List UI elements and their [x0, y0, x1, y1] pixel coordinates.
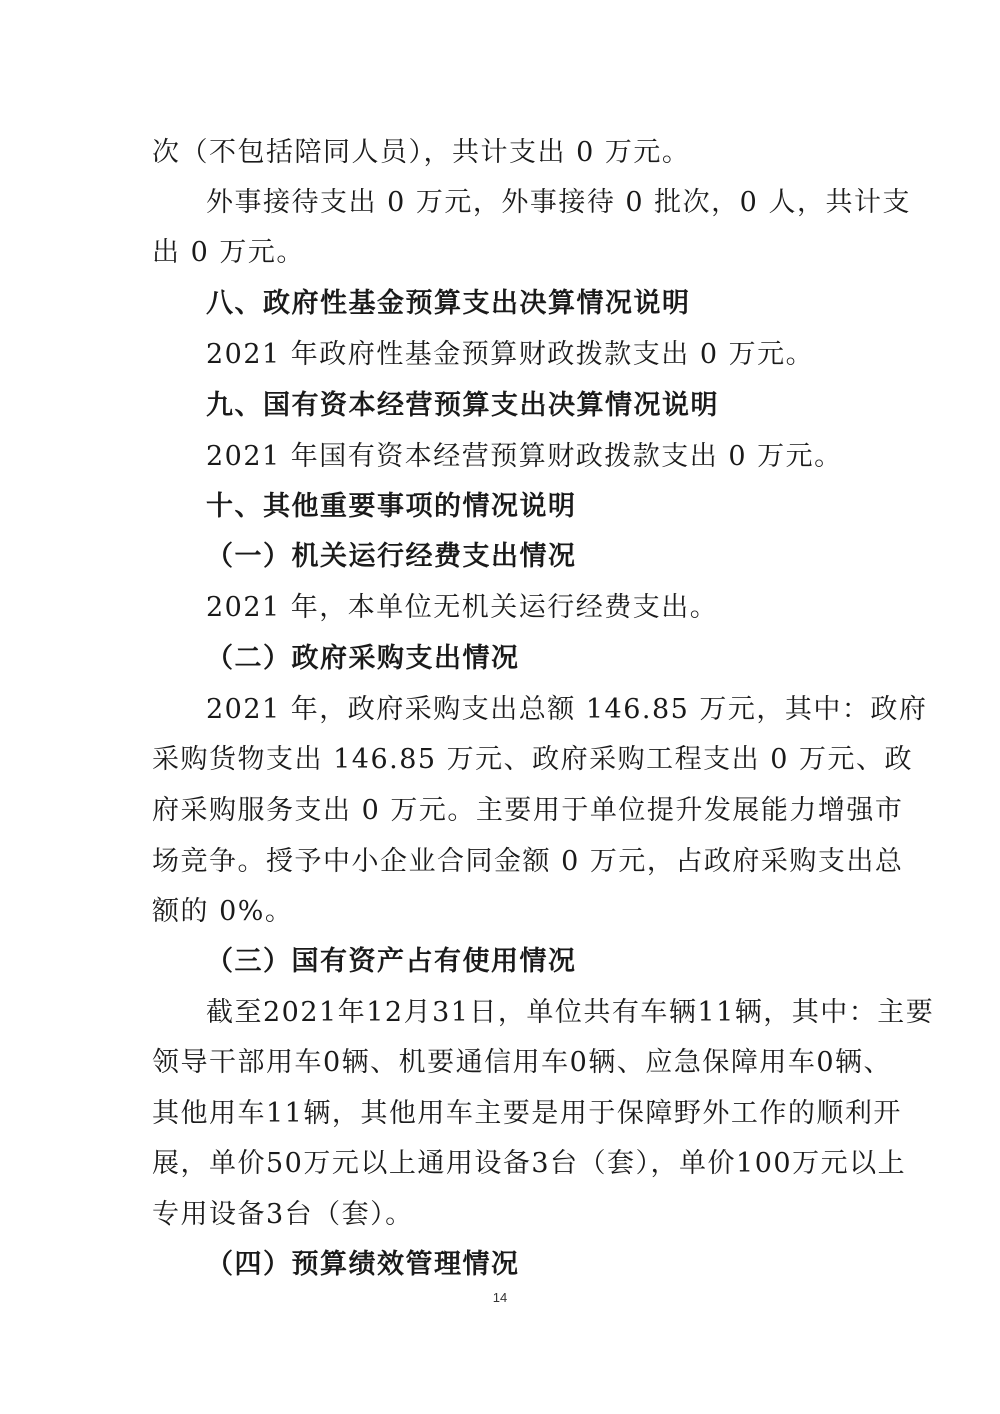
section-heading: 十、其他重要事项的情况说明 — [206, 491, 577, 522]
section-heading: 九、国有资本经营预算支出决算情况说明 — [206, 390, 719, 421]
text-line: 场竞争。授予中小企业合同金额 0 万元，占政府采购支出总 — [152, 846, 904, 877]
text-line: 2021 年，本单位无机关运行经费支出。 — [206, 592, 719, 623]
text-line: 截至2021年12月31日，单位共有车辆11辆，其中：主要 — [206, 997, 935, 1028]
page-number: 14 — [492, 1290, 508, 1305]
text-line: 领导干部用车0辆、机要通信用车0辆、应急保障用车0辆、 — [152, 1047, 893, 1078]
text-line: 额的 0%。 — [152, 896, 294, 927]
subsection-heading: （三）国有资产占有使用情况 — [206, 946, 577, 977]
text-line: 出 0 万元。 — [152, 237, 305, 268]
text-line: 2021 年，政府采购支出总额 146.85 万元，其中：政府 — [206, 694, 928, 725]
section-heading: 八、政府性基金预算支出决算情况说明 — [206, 288, 691, 319]
text-line: 外事接待支出 0 万元，外事接待 0 批次，0 人，共计支 — [206, 187, 911, 218]
subsection-heading: （一）机关运行经费支出情况 — [206, 541, 577, 572]
text-line: 其他用车11辆，其他用车主要是用于保障野外工作的顺利开 — [152, 1098, 902, 1129]
text-line: 专用设备3台（套）。 — [152, 1199, 414, 1230]
text-line: 采购货物支出 146.85 万元、政府采购工程支出 0 万元、政 — [152, 744, 913, 775]
text-line: 展，单价50万元以上通用设备3台（套），单价100万元以上 — [152, 1148, 907, 1179]
text-line: 2021 年国有资本经营预算财政拨款支出 0 万元。 — [206, 441, 843, 472]
text-line: 2021 年政府性基金预算财政拨款支出 0 万元。 — [206, 339, 815, 370]
text-line: 府采购服务支出 0 万元。主要用于单位提升发展能力增强市 — [152, 795, 904, 826]
text-line: 次（不包括陪同人员），共计支出 0 万元。 — [152, 137, 691, 168]
subsection-heading: （二）政府采购支出情况 — [206, 643, 520, 674]
subsection-heading: （四）预算绩效管理情况 — [206, 1249, 520, 1280]
